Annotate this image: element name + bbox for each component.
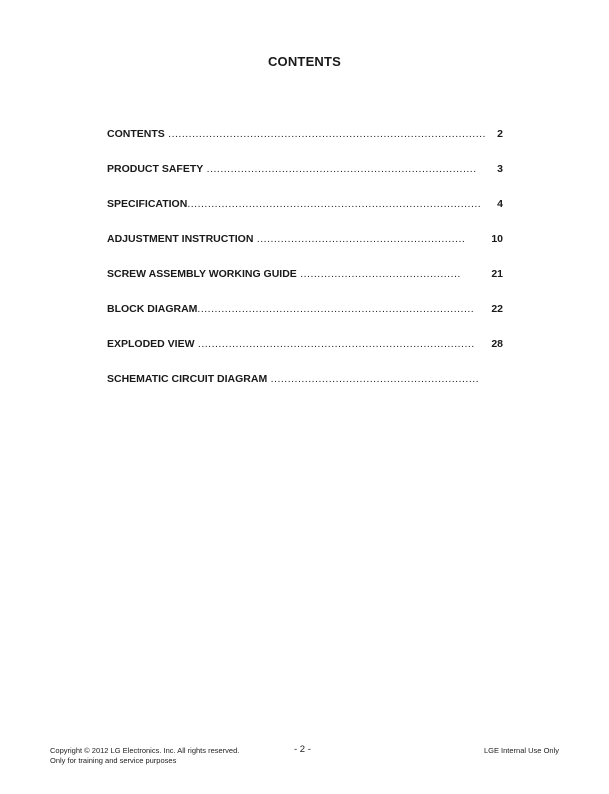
toc-entry-label: PRODUCT SAFETY [107,163,204,175]
footer-training-note: Only for training and service purposes [50,756,177,765]
footer-page-number: - 2 - [294,744,311,755]
toc-entry-label: ADJUSTMENT INSTRUCTION [107,233,254,245]
toc-leader-dots: ............................................... [296,268,461,280]
toc-entry-product-safety[interactable] [107,159,503,179]
toc-entry-label: BLOCK DIAGRAM [107,303,198,315]
toc-entry-screw-assembly[interactable] [107,264,503,284]
toc-entry-schematic-circuit-diagram[interactable] [107,369,503,389]
table-of-contents [107,124,503,404]
toc-entry-label: CONTENTS [107,128,165,140]
toc-entry-exploded-view[interactable] [107,334,503,354]
toc-page-number: 2 [493,124,503,144]
toc-leader-dots: ............................................................................................. [164,128,486,140]
toc-leader-dots: ............................................................. [267,373,480,385]
toc-leader-dots: ................................................................................. [194,338,475,350]
toc-leader-dots: ...................................................................................... [187,198,482,210]
toc-entry-adjustment-instruction[interactable] [107,229,503,249]
toc-leader-dots: ............................................................................... [203,163,477,175]
toc-entry-label: SCHEMATIC CIRCUIT DIAGRAM [107,373,268,385]
toc-page-number: 22 [487,299,503,319]
toc-entry-block-diagram[interactable] [107,299,503,319]
toc-page-number: 21 [487,264,503,284]
footer-copyright: Copyright © 2012 LG Electronics. Inc. All rights reserved. [50,746,240,755]
footer-copyright-block [50,746,239,766]
toc-page-number: 4 [493,194,503,214]
toc-entry-contents[interactable] [107,124,503,144]
toc-leader-dots: ............................................................. [253,233,466,245]
toc-entry-label: SPECIFICATION [107,198,188,210]
footer-internal-use: LGE Internal Use Only [483,746,559,755]
toc-entry-label: EXPLODED VIEW [107,338,195,350]
toc-page-number: 28 [487,334,503,354]
page-title: CONTENTS [267,54,342,69]
toc-entry-label: SCREW ASSEMBLY WORKING GUIDE [107,268,297,280]
toc-entry-specification[interactable] [107,194,503,214]
toc-page-number: 10 [487,229,503,249]
toc-page-number: 3 [493,159,503,179]
toc-leader-dots: ................................................................................. [197,303,475,315]
